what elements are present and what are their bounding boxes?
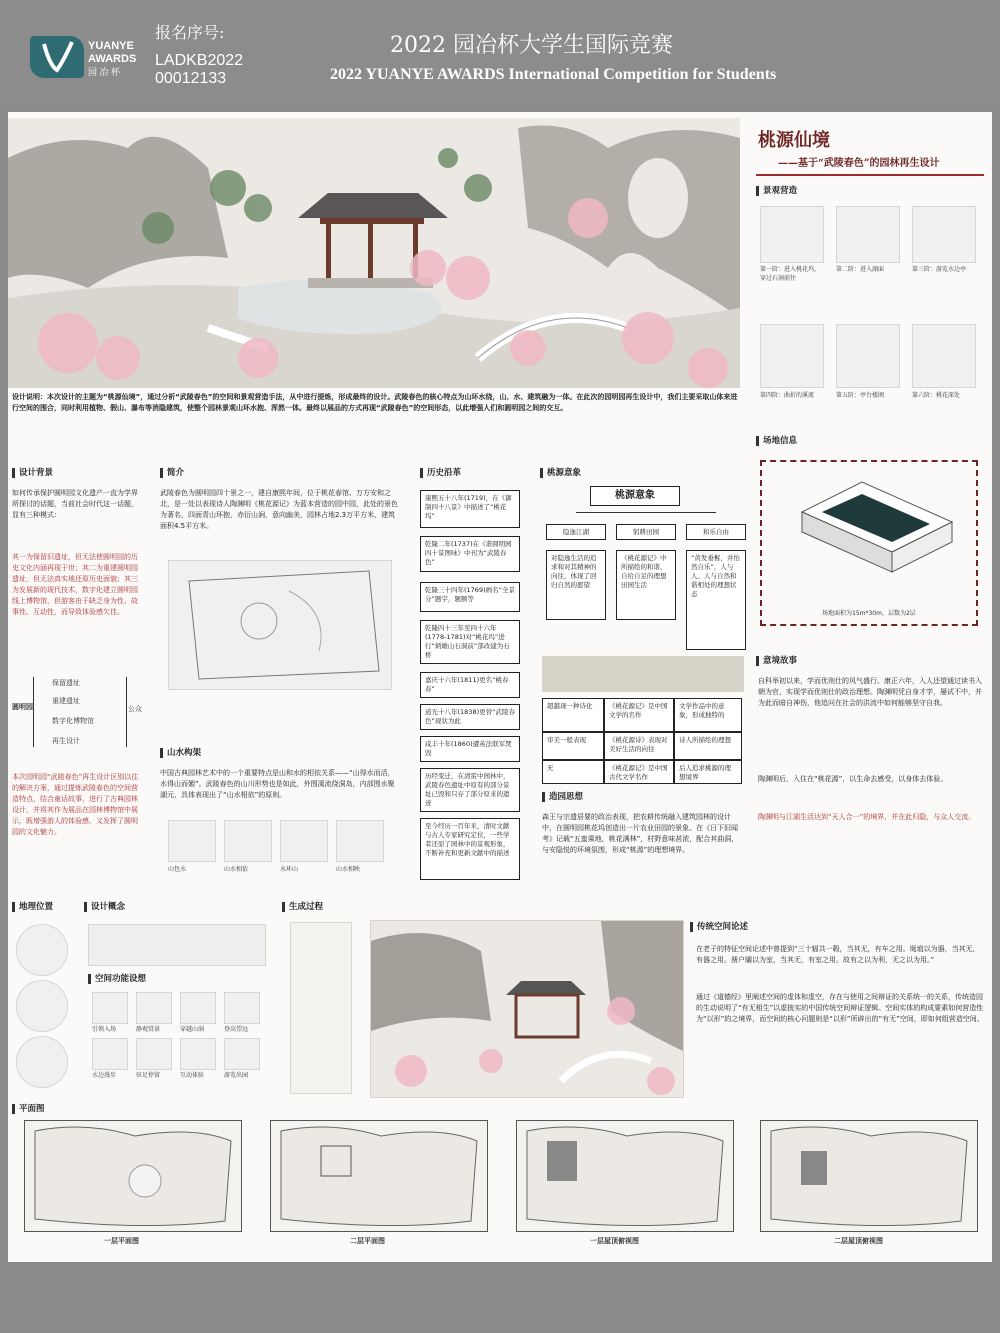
generation-process-image [290,922,352,1094]
frame-thumb-3 [280,820,328,862]
frame-caption-3: 水环山 [280,866,299,873]
section-design-concept: 设计概念 [84,902,125,912]
function-thumb [180,1038,216,1070]
registration-label: 报名序号: [155,23,225,42]
peach-branch-text: “黄发垂髫，并怡然自乐”，人与人、人与自然和谐相处的理想状态 [686,550,746,650]
story-text-1: 自科举初以来，学而优则仕的风气盛行。康正六年，入人还望通过读书入朝为官，实现学而优则仕的政治理想。陶渊明凭自身才学，屡试不中，并为此而暗自神伤，他追问在社会的洪流中如何能够坚守自我。 [758,677,982,707]
diagram-right-label: 公众 [128,705,142,713]
peach-branch-text: 《桃花源记》中所描绘的和谐、自给自足的理想田园生活 [616,550,676,620]
frame-text: 中国古典园林艺术中的一个重要特点是山和水的相依关系——“山得水而活，水得山而媚”。武陵春色的山川形势也是如此，外围溪流绕洞岛，内部围水聚湖元，具体表现出了“山水相依”的原则。 [160,769,395,799]
peach-branch: 和乐自由 [686,524,746,540]
frame-thumb-2 [224,820,272,862]
peach-table-cell: 《桃花源诗》表现对美好生活的向往 [604,732,674,760]
plan-caption-4: 二层屋顶俯视图 [834,1237,883,1245]
location-map-3 [16,1036,68,1088]
title-divider [756,174,984,176]
section-story: 意境故事 [756,656,797,666]
section-landscape-frame: 山水构架 [160,748,201,758]
diagram-item-2: 重建遗址 [52,697,80,705]
background-text-3: 本次园明园“武陵春色”再生设计区别以往的解决方案，通过提炼武陵春色的空间营造特点，结合童话故事，进行了古典园林设计，并将其作为展品在园林博物馆中展示，既增强游人的体验感，又发挥了圆明园的文化魅力。 [12,773,139,836]
function-thumb [92,992,128,1024]
site-caption: 场地面积为15m*30m，层数为2层 [822,610,916,617]
history-item: 乾隆二年(1737)在《谐圆明园四十景图咏》中刊为“武陵春色” [420,536,520,572]
function-caption: 驻足停留 [136,1072,161,1079]
function-thumb [92,1038,128,1070]
secondary-landscape-painting [370,920,684,1098]
history-item: 至今经历一百年来，清时文献与古人专家研究定位，一些学者还原了园林中的景观形象，不断补充和更新文献中的描述 [420,818,520,880]
peach-table-cell: 无 [542,760,604,784]
design-note: 设计说明：本次设计的主题为“桃源仙境”，通过分析“武陵春色”的空间和景观营造手法，从中进行提炼，形成最终的设计。武陵春色的核心特点为山环水绕，山、水、建筑融为一体。在此次的园明园再生设计中，我们主要采取山体来进行空间的围合，同时利用植物、假山、瀑布等消隐建筑，使整个园林景观山环水抱、浑然一体。最终以展品的方式再现“武陵春色”的空间形态，以此增强人们和圆明园之间的交互。 [12,393,738,412]
section-landscape-tracing: 景观营造 [756,186,797,196]
site-info-frame [760,460,978,626]
peach-table-cell: 《桃花源记》是中国文学的名作 [604,698,674,732]
construction-text: 森王与宗遗居要的政治表现，把农耕传统融入建筑园林的设计中，在圆明园桃花坞创造出一片农业田园的景象。在《日下旧闻考》记载“五蛮乘地，桃花满林”，村野意味甚浓，配合其曲洞，与安隐悦的环境氛围，形成“桃源”的理想境界。 [542,813,739,854]
tracing-thumb-2 [836,206,900,263]
frame-thumb-1 [168,820,216,862]
diagram-bracket [33,677,127,747]
section-generation: 生成过程 [282,902,323,912]
peach-table-cell: 诗人所描绘的理想 [674,732,742,760]
function-caption: 穿越山洞 [180,1026,205,1033]
tracing-caption-3: 第三阶：游览水边亭 [912,266,967,273]
peach-branch: 隐逸江湖 [546,524,606,540]
peach-table-cell: 后人追求桃源的理想境界 [674,760,742,784]
history-item: 咸丰十年(1860)遭英法联军焚毁 [420,736,520,762]
peach-table-cell: 《桃花源记》是中国古代文学名作 [604,760,674,784]
function-caption: 静观赏景 [136,1026,161,1033]
project-subtitle: ——基于“武陵春色”的园林再生设计 [778,158,940,169]
section-location: 地理位置 [12,902,53,912]
frame-caption-2: 山水相依 [224,866,249,873]
function-caption: 水边漫步 [92,1072,117,1079]
tracing-thumb-3 [912,206,976,263]
function-thumb [136,1038,172,1070]
plan-drawing-2 [270,1120,488,1232]
intro-text: 武陵春色为圆明园四十景之一，建自康熙年间，位于桃花春馆、万方安和之北，是一处以表现诗人陶渊明《桃花源记》为蓝本营造的园中园，此处的景色为著名，四面青山环抱，赤衍山涧，意向幽美，园林占地2.3万平方米，建筑面积4.5平方米。 [160,489,398,530]
concept-sequence-image [88,924,266,966]
section-construction: 造园思想 [542,792,583,802]
location-map-2 [16,980,68,1032]
footer-bar [0,1268,1000,1333]
tracing-thumb-6 [912,324,976,388]
tracing-caption-2: 第二阶：进入湖面 [836,266,885,273]
plan-drawing-1 [24,1120,242,1232]
frame-caption-4: 山水相映 [336,866,361,873]
background-text-1: 如何传承保护圆明园文化遗产一直为学界所探讨的话题，当前社会时代这一话题，显有三种模式： [12,489,138,519]
diagram-item-4: 再生设计 [52,737,80,745]
function-caption: 游览出园 [224,1072,249,1079]
competition-title-en: 2022 YUANYE AWARDS International Competition for Students [330,66,777,83]
function-caption: 登高望远 [224,1026,249,1033]
section-site-info: 场地信息 [756,436,797,446]
competition-title-cn: 2022 园冶杯大学生国际竞赛 [390,33,673,58]
tracing-thumb-4 [760,324,824,388]
plan-drawing-3 [516,1120,734,1232]
location-map-1 [16,924,68,976]
function-thumb [224,1038,260,1070]
peach-branch: 躬耕田园 [616,524,676,540]
story-text-3: 陶渊明与江湖生活达到“天人合一”的境界，并在此归隐，与众人交流。 [758,813,976,821]
tracing-caption-6: 第六阶：桃花深处 [912,392,961,399]
header-bar [0,0,1000,105]
frame-thumb-4 [336,820,384,862]
peach-table-cell: 文学作品中的意象，形成独特的 [674,698,742,732]
diagram-left-label: 圆明园 [12,703,33,711]
history-item: 康熙五十八年(1719)，在《御制四十八景》中描述了“桃花坞” [420,490,520,528]
tracing-caption-4: 第四阶：曲折的溪流 [760,392,815,399]
story-text-2: 陶渊明后，入住在“桃花源”，以生命去感受，以身体去体验。 [758,775,948,783]
plan-caption-2: 二层平面图 [350,1237,385,1245]
yuanye-logo-icon [30,36,84,78]
section-intro: 简介 [160,468,184,478]
traditional-text-2: 通过《道德经》里阐述空间的虚体和虚空，存在与使用之间辩证的关系统一的关系，传统造园的生动说明了“有无相生”以虚披实的中国传统空间辩证逻辑。空间实体的构成要素如何营造性为“以形”的之境界，而空间的核心问题则是“以形”所辟出的“有无”空间，即如何组营造空间。 [696,993,984,1023]
section-space-function: 空间功能设想 [88,974,146,984]
history-item: 乾隆三十四年(1769)画名“全景分”题字，题额等 [420,582,520,612]
diagram-item-1: 保留遗址 [52,679,80,687]
tracing-thumb-1 [760,206,824,263]
frame-caption-1: 山包水 [168,866,187,873]
hero-landscape-painting [8,118,740,388]
peach-connector [576,512,716,523]
function-thumb [180,992,216,1024]
section-peach-imagery: 桃源意象 [540,468,581,478]
plan-drawing-4 [760,1120,978,1232]
logo-text: YUANYE AWARDS 园 冶 杯 [88,40,137,77]
function-caption: 引领入场 [92,1026,117,1033]
history-item: 道光十八年(1838)更替“武陵春色”现状为此 [420,704,520,730]
peach-paintings-strip [542,656,744,692]
history-item: 历经变迁，在清雷中园林中，武陵春色遗址中原有的部分景址已毁和只存了部分原来的遗迹 [420,768,520,812]
traditional-text-1: 在老子的特征空间论述中曾提到“三十辐共一毂，当其无，有车之用。埏埴以为器，当其无，有器之用。凿户牖以为室，当其无，有室之用。故有之以为利，无之以为用。” [696,945,980,964]
plan-caption-3: 一层屋顶俯视图 [590,1237,639,1245]
section-plans: 平面图 [12,1104,45,1114]
project-title: 桃源仙境 [758,130,830,151]
peach-table-cell: 超越现一种诗化 [542,698,604,732]
function-thumb [136,992,172,1024]
section-traditional-space: 传统空间论述 [690,922,748,932]
tracing-caption-5: 第五阶：亭台楼阁 [836,392,885,399]
background-text-2: 其一为保留旧遗址，但无法使圆明园的历史文化内涵再现于世；其二为重建圆明园遗址，但无法真实地还原历史面貌；其三为发展新的现代技术，数字化建立圆明园线上博物馆，但游客由于缺乏身为性、故事性、互动性，而导致体验感欠佳。 [12,553,138,616]
peach-table-cell: 审美一般表现 [542,732,604,760]
plan-caption-1: 一层平面图 [104,1237,139,1245]
function-caption: 互动体验 [180,1072,205,1079]
tracing-caption-1: 第一阶：进入桃花坞，穿过石洞前往 [760,266,821,282]
peach-branch-text: 对隐逸生活的追求和对其精神的向往，体现了回归自然的愿望 [546,550,606,620]
intro-site-plan-image [168,560,392,690]
section-history: 历史沿革 [420,468,461,478]
registration-number: LADKB2022 00012133 [155,52,244,87]
history-item: 嘉庆十六年(1811)更名“桃春春” [420,672,520,698]
peach-root: 桃源意象 [590,486,680,506]
function-thumb [224,992,260,1024]
section-design-background: 设计背景 [12,468,53,478]
history-item: 乾隆四十三年至四十六年(1778-1781)对“桃花坞”进行“炳雄山石洞前”部改建为石桥 [420,620,520,664]
tracing-thumb-5 [836,324,900,388]
poster-board [8,112,992,1262]
diagram-item-3: 数字化博物馆 [52,717,94,725]
